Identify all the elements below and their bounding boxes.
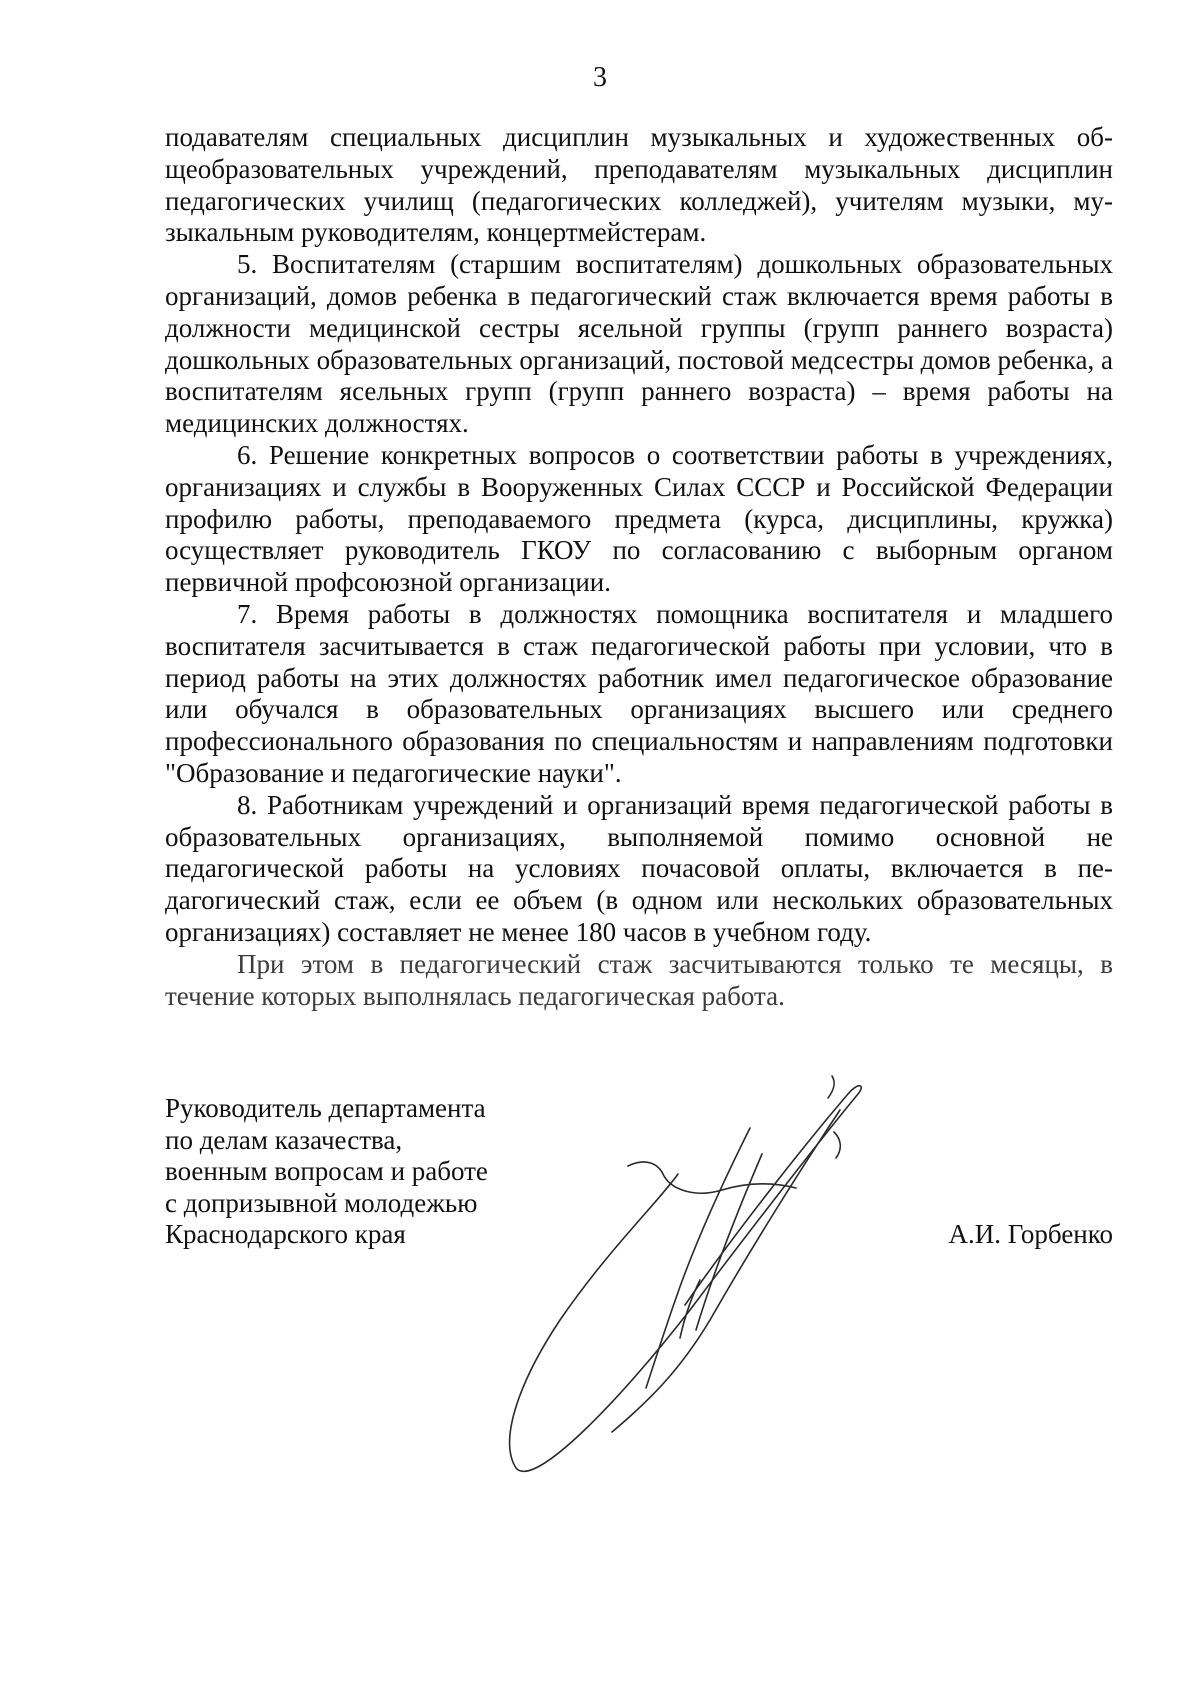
paragraph-item-5: 5. Воспитателям (старшим воспитателям) дошкольных образовательных организаций, домов ребенка в педагогический стаж включается время работы в должности медицинской сестры ясельной группы (групп раннего возраста) дошкольных образовательных организаций, постовой медсестры домов ребенка, а воспитателям ясельных групп (групп раннего возраста) – время работы на медицинских должностях. — [165, 249, 1113, 439]
signature-stroke — [646, 1128, 750, 1388]
paragraph-continuation: подавателям специальных дисциплин музыкальных и художественных общеобразовательных учреждений, преподавателям музыкальных дисциплин педагогических училищ (педагогических колледжей), учителям музыки, музыкальным руководителям, концертмейстерам. — [165, 122, 1113, 248]
page-number: 3 — [593, 62, 607, 93]
signatory-title-line: Руководитель департамента — [165, 1093, 486, 1123]
paragraph-note: При этом в педагогический стаж засчитываются только те месяцы, в течение которых выполнялась педагогическая работа. — [165, 948, 1113, 1011]
paragraph-item-6: 6. Решение конкретных вопросов о соответствии работы в учреждениях, организациях и службы в Вооруженных Силах СССР и Российской Федерации профилю работы, преподаваемого предмета (курса, дисциплины, кружка) осуществляет руководитель ГКОУ по согласованию с выборным органом первичной профсоюзной организации. — [165, 439, 1113, 598]
signature-stroke — [834, 1132, 840, 1158]
signatory-name: А.И. Горбенко — [948, 1219, 1113, 1249]
paragraph-item-7: 7. Время работы в должностях помощника воспитателя и младшего воспитателя засчитывается в стаж педагогической работы при условии, что в период работы на этих должностях работник имел педагогическое образование или обучался в образовательных организациях высшего или среднего профессионального образования по специальностям и направлениям подготовки "Образование и педагогические науки". — [165, 598, 1113, 788]
signatory-title-line: военным вопросам и работе — [165, 1156, 488, 1186]
signatory-title-line: с допризывной молодежью — [165, 1187, 478, 1218]
signatory-title-line: Краснодарского края — [165, 1219, 406, 1249]
handwritten-signature — [500, 1070, 950, 1530]
signature-strokes — [510, 1076, 862, 1471]
paragraph-item-8: 8. Работникам учреждений и организаций время педагогической работы в образовательных организациях, выполняемой помимо основной не педагогической работы на условиях почасовой оплаты, включается в педагогический стаж, если ее объем (в одном или нескольких образовательных организациях) составляет не менее 180 часов в учебном году. — [165, 789, 1113, 947]
signature-stroke — [828, 1076, 834, 1098]
document-body — [165, 122, 1113, 1012]
signature-stroke — [696, 1154, 762, 1330]
signature-stroke — [510, 1086, 862, 1472]
signatory-title-line: по делам казачества, — [165, 1124, 403, 1155]
